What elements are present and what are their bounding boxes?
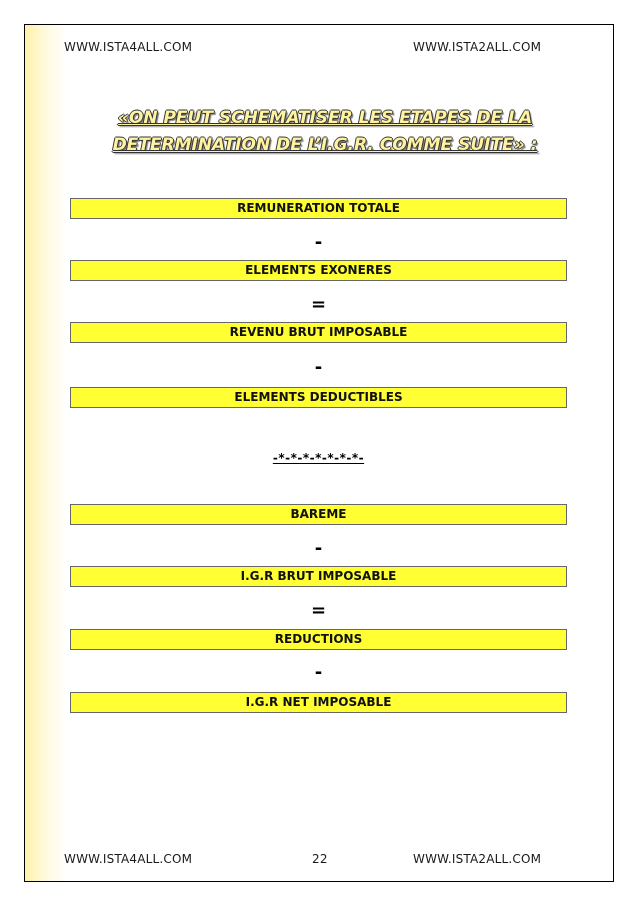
step-revenu-brut-imposable: REVENU BRUT IMPOSABLE (70, 322, 567, 343)
step-remuneration-totale: REMUNERATION TOTALE (70, 198, 567, 219)
operator-minus: - (314, 662, 323, 683)
step-reductions: REDUCTIONS (70, 629, 567, 650)
page-number: 22 (312, 852, 328, 866)
header-right-url: WWW.ISTA2ALL.COM (413, 40, 542, 54)
section-separator: -*-*-*-*-*-*-*- (272, 451, 365, 465)
step-bareme: BAREME (70, 504, 567, 525)
step-igr-brut-imposable: I.G.R BRUT IMPOSABLE (70, 566, 567, 587)
header-left-url: WWW.ISTA4ALL.COM (64, 40, 193, 54)
step-elements-deductibles: ELEMENTS DEDUCTIBLES (70, 387, 567, 408)
operator-minus: - (314, 538, 323, 559)
title-line-2: DETERMINATION DE L’I.G.R. COMME SUITE» : (112, 135, 538, 155)
operator-minus: - (314, 357, 323, 378)
footer-left-url: WWW.ISTA4ALL.COM (64, 852, 193, 866)
footer-right-url: WWW.ISTA2ALL.COM (413, 852, 542, 866)
operator-equals: = (310, 294, 327, 315)
step-elements-exoneres: ELEMENTS EXONERES (70, 260, 567, 281)
title-line-1: «ON PEUT SCHEMATISER LES ETAPES DE LA (117, 108, 533, 128)
step-igr-net-imposable: I.G.R NET IMPOSABLE (70, 692, 567, 713)
operator-minus: - (314, 232, 323, 253)
operator-equals: = (310, 600, 327, 621)
